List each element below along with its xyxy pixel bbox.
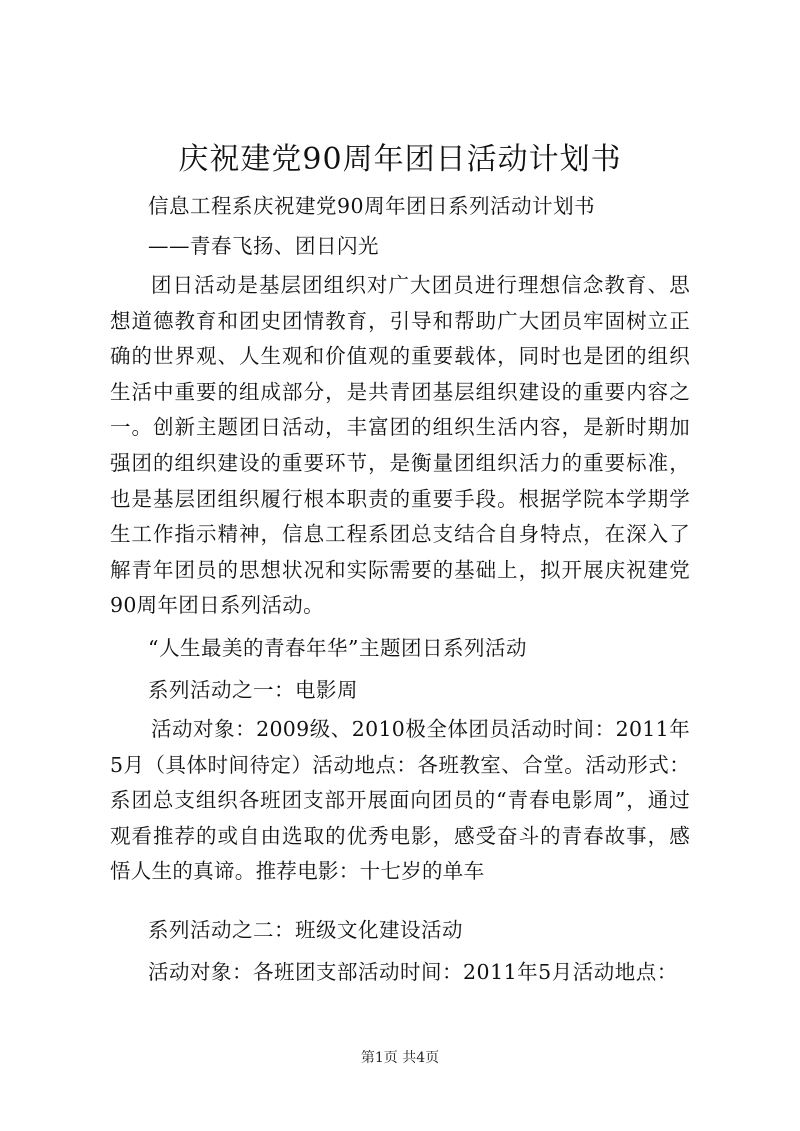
activity-2-heading: 系列活动之二：班级文化建设活动 — [148, 918, 463, 942]
series-title: “人生最美的青春年华”主题团日系列活动 — [148, 636, 527, 660]
page-number-footer: 第1页 共4页 — [360, 1050, 440, 1066]
activity-2-details: 活动对象：各班团支部活动时间：2011年5月活动地点： — [148, 960, 678, 984]
document-title: 庆祝建党90周年团日活动计划书 — [178, 142, 622, 177]
document-theme: ——青春飞扬、团日闪光 — [148, 234, 379, 258]
activity-1-heading: 系列活动之一：电影周 — [148, 678, 358, 702]
activity-1-details: 活动对象：2009级、2010极全体团员活动时间：2011年5月（具体时间待定）活动地点：各班教室、合堂。活动形式：系团总支组织各班团支部开展面向团员的“青春电影周”，通过观看推荐的或自由选取的优秀电影，感受奋斗的青春故事，感悟人生的真谛。推荐电影：十七岁的单车 — [110, 717, 690, 884]
document-subtitle: 信息工程系庆祝建党90周年团日系列活动计划书 — [148, 194, 596, 218]
intro-paragraph: 团日活动是基层团组织对广大团员进行理想信念教育、思想道德教育和团史团情教育，引导和帮助广大团员牢固树立正确的世界观、人生观和价值观的重要载体，同时也是团的组织生活中重要的组成部分，是共青团基层组织建设的重要内容之一。创新主题团日活动，丰富团的组织生活内容，是新时期加强团的组织建设的重要环节，是衡量团组织活力的重要标准，也是基层团组织履行根本职责的重要手段。根据学院本学期学生工作指示精神，信息工程系团总支结合自身特点，在深入了解青年团员的思想状况和实际需要的基础上，拟开展庆祝建党90周年团日系列活动。 — [110, 273, 690, 618]
